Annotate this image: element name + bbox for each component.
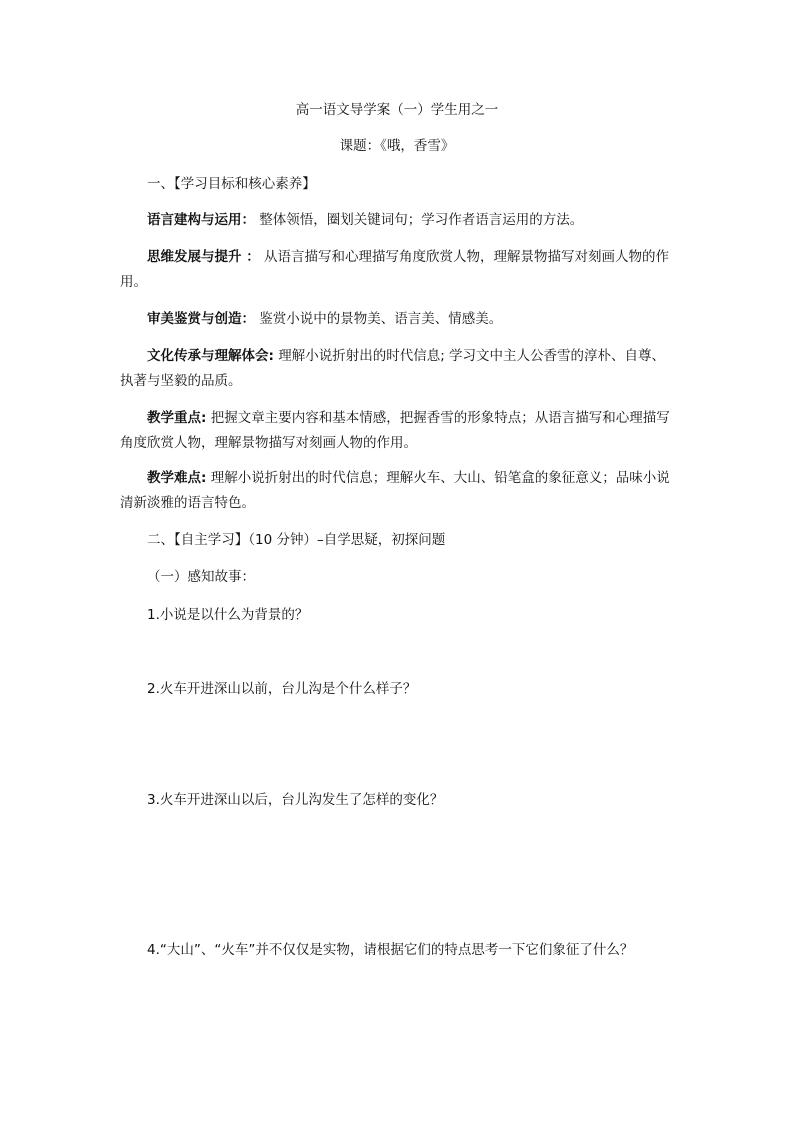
question-1: 1.小说是以什么为背景的？ [147, 607, 309, 623]
goal-aesthetic [120, 307, 676, 332]
question-4: 4.“大山”、“火车”并不仅仅是实物，请根据它们的特点思考一下它们象征了什么？ [147, 942, 634, 958]
doc-title: 高一语文导学案（一）学生用之一 [295, 102, 499, 118]
goal-text: 整体领悟，圈划关键词句；学习作者语言运用的方法。 [255, 212, 584, 228]
goal-label: 审美鉴赏与创造： [147, 311, 255, 327]
section1-heading: 一、【学习目标和核心素养】 [147, 176, 316, 192]
goal-text: 理解小说折射出的时代信息；理解火车、大山、铅笔盒的象征意义；品味小说清新淡雅的语言特色。 [120, 470, 670, 511]
goal-language [120, 208, 676, 233]
subsection-heading: （一）感知故事： [147, 569, 255, 585]
goal-culture [120, 344, 676, 394]
goal-text: 鉴赏小说中的景物美、语言美、情感美。 [255, 311, 503, 327]
goal-label: 教学重点: [147, 410, 207, 426]
goal-label: 文化传承与理解体会: [147, 348, 274, 364]
question-2: 2.火车开进深山以前，台儿沟是个什么样子？ [147, 681, 417, 697]
teaching-focus [120, 406, 676, 456]
question-3: 3.火车开进深山以后，台儿沟发生了怎样的变化？ [147, 792, 444, 808]
doc-subtitle: 课题：《哦，香雪》 [339, 138, 455, 154]
goal-label: 思维发展与提升 ： [147, 249, 260, 265]
goal-label: 语言建构与运用： [147, 212, 255, 228]
goal-label: 教学难点: [147, 470, 207, 486]
teaching-difficulty [120, 466, 676, 516]
section2-heading: 二、【自主学习】（10 分钟）–自学思疑，初探问题 [147, 532, 446, 548]
goal-thinking [120, 245, 676, 295]
goal-text: 从语言描写和心理描写角度欣赏人物，理解景物描写对刻画人物的作用。 [120, 249, 669, 290]
goal-text: 理解小说折射出的时代信息; 学习文中主人公香雪的淳朴、自尊、执著与坚毅的品质。 [120, 348, 666, 389]
goal-text: 把握文章主要内容和基本情感，把握香雪的形象特点；从语言描写和心理描写角度欣赏人物，理解景物描写对刻画人物的作用。 [120, 410, 670, 451]
